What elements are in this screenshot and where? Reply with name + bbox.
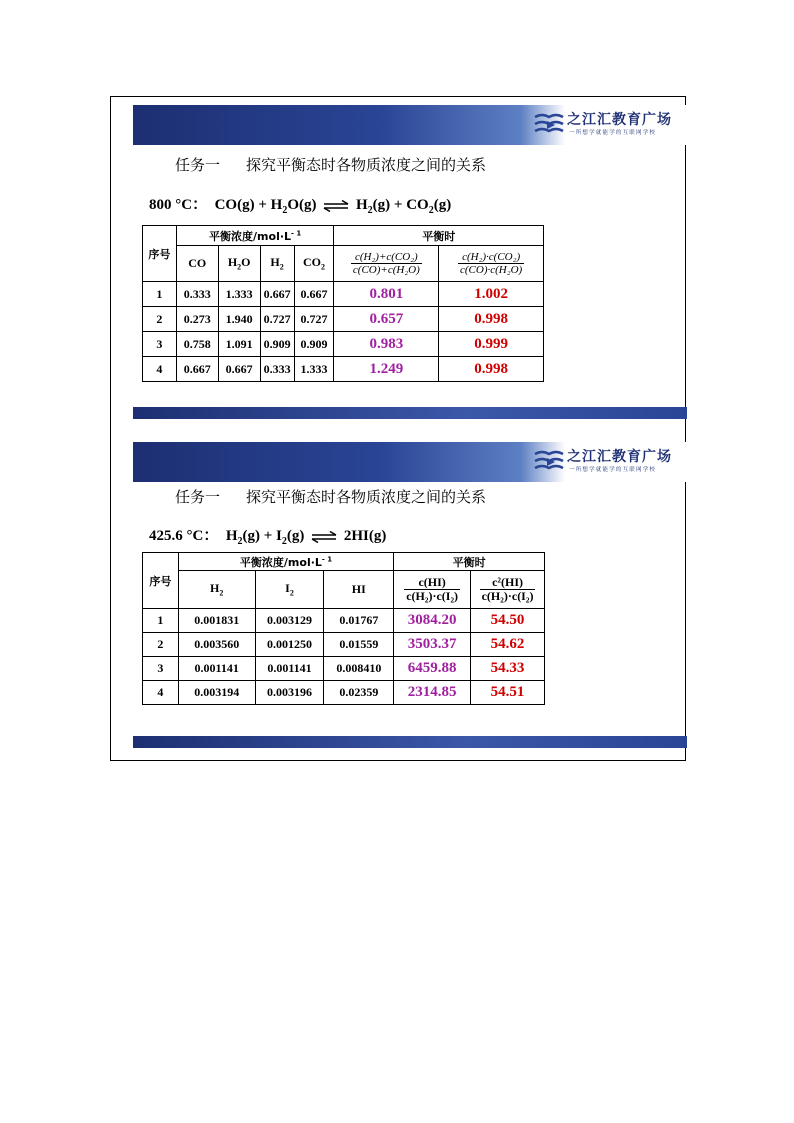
equilibrium-arrow-icon [323, 200, 349, 212]
eq-right-tail: (g) [433, 197, 452, 213]
eq-right-mid: (g) + CO [372, 197, 429, 213]
task-text: 探究平衡态时各物质浓度之间的关系 [246, 488, 487, 506]
eq-header: 平衡时 [394, 553, 545, 571]
task-label: 任务一 [175, 488, 221, 506]
conc-header: 平衡浓度$/mol\cdot L^{- 1}$ [178, 553, 393, 571]
seq-header: 序号 [143, 553, 179, 609]
footer-bar [133, 736, 687, 748]
col-i2: $I_2$ [255, 571, 324, 609]
slide-frame [110, 96, 686, 761]
header-banner [133, 442, 687, 482]
eq-right: H [355, 197, 368, 213]
eq-right-sub2: 2 [428, 205, 434, 216]
book-logo-icon [533, 448, 565, 476]
col-h2: $H_2$ [178, 571, 255, 609]
book-logo-icon [533, 111, 565, 139]
slide-1 [111, 97, 687, 427]
logo-title: 之江汇教育广场 [567, 449, 672, 465]
task-label: 任务一 [175, 156, 221, 174]
col-ratio-kc: $\frac{\text{c²(HI)}}{\text{c(H₂)·c(I₂)}}$ [471, 571, 545, 609]
table-row: 2 0.273 1.940 0.727 0.727 0.657 0.998 [143, 307, 544, 332]
eq-header: 平衡时 [334, 226, 544, 246]
eq-temp: 425.6 °C： [149, 528, 219, 544]
equilibrium-table-1 [142, 225, 544, 382]
eq-left-sub: 2 [237, 536, 243, 547]
table-row: 3 0.001141 0.001141 0.008410 6459.88 54.33 [143, 657, 545, 681]
eq-temp: 800 °C： [149, 197, 208, 213]
task-text: 探究平衡态时各物质浓度之间的关系 [246, 156, 487, 174]
conc-header: 平衡浓度$/mol\cdot L^{- 1}$ [176, 226, 334, 246]
eq-left-sub: 2 [282, 205, 288, 216]
col-ratio-k: $\frac{c(HI)}{\text{c(H₂)·c(I₂)}}$ [394, 571, 471, 609]
eq-right: 2HI(g) [343, 528, 387, 544]
table-row: 2 0.003560 0.001250 0.01559 3503.37 54.62 [143, 633, 545, 657]
logo-subtitle: 一所想学就能学的互联网学校 [569, 467, 657, 473]
eq-left-mid: (g) + I [242, 528, 282, 544]
logo-subtitle: 一所想学就能学的互联网学校 [569, 130, 657, 136]
eq-left-tail: (g) [286, 528, 305, 544]
reaction-equation [149, 524, 386, 547]
table-row: 1 0.001831 0.003129 0.01767 3084.20 54.50 [143, 609, 545, 633]
col-co2: $CO_2$ [294, 246, 334, 282]
equilibrium-table-2 [142, 552, 545, 705]
col-co: CO [176, 246, 218, 282]
table-row: 3 0.758 1.091 0.909 0.909 0.983 0.999 [143, 332, 544, 357]
table-row: 1 0.333 1.333 0.667 0.667 0.801 1.002 [143, 282, 544, 307]
col-ratio-sum: $\frac{\text{c(H₂)+c(CO₂)}}{\text{c(CO)+c(H₂O)}}$ [334, 246, 439, 282]
col-ratio-product: $\frac{\text{c(H₂)·c(CO₂)}}{\text{c(CO)·c(H₂O)}}$ [439, 246, 544, 282]
seq-header: 序号 [143, 226, 177, 282]
logo-title: 之江汇教育广场 [567, 112, 672, 128]
reaction-equation [149, 193, 451, 216]
eq-left-tail: O(g) [287, 197, 317, 213]
eq-left: H [225, 528, 238, 544]
col-h2: $H_2$ [260, 246, 294, 282]
col-h2o: $H_2O$ [218, 246, 260, 282]
eq-left-sub2: 2 [281, 536, 287, 547]
footer-bar [133, 407, 687, 419]
eq-right-sub: 2 [367, 205, 373, 216]
logo [533, 109, 683, 141]
logo [533, 446, 683, 478]
equilibrium-arrow-icon [311, 531, 337, 543]
task-heading [175, 486, 486, 507]
task-heading [175, 154, 486, 175]
table-row: 4 0.667 0.667 0.333 1.333 1.249 0.998 [143, 357, 544, 382]
eq-left: CO(g) + H [214, 197, 283, 213]
slide-2 [111, 434, 687, 764]
header-banner [133, 105, 687, 145]
table-row: 4 0.003194 0.003196 0.02359 2314.85 54.51 [143, 681, 545, 705]
col-hi: HI [324, 571, 394, 609]
